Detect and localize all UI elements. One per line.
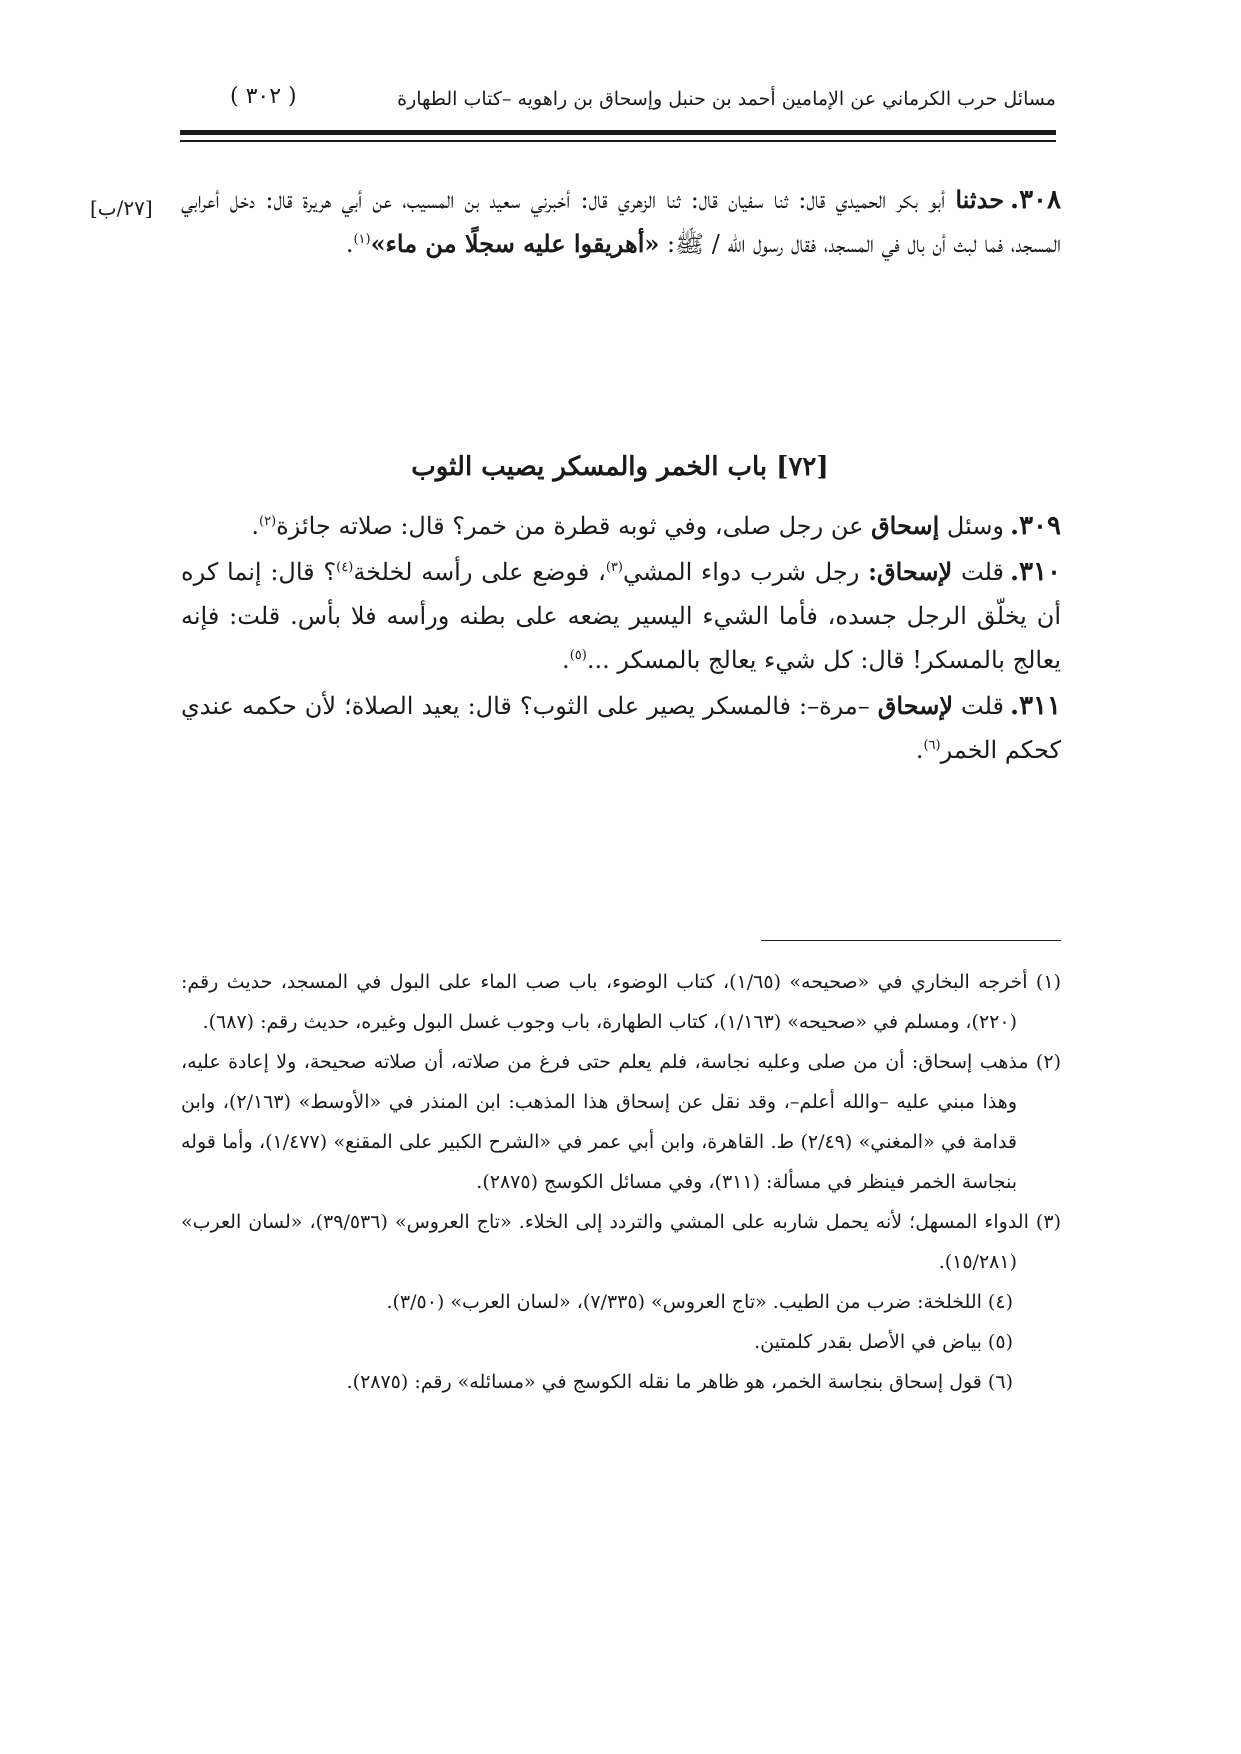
paragraph-number: ٣١١. — [1010, 691, 1061, 721]
paragraph-number: ٣١٠. — [1010, 557, 1061, 587]
paragraph-end: . — [251, 512, 260, 540]
paragraph-pre: وسئل — [946, 512, 1005, 540]
scholar-name: لإسحاق: — [868, 557, 953, 586]
paragraph-end: . — [562, 646, 570, 674]
section-heading: [٧٢] باب الخمر والمسكر يصيب الثوب — [411, 452, 829, 482]
header-rule-thin — [180, 140, 1056, 142]
footnote-ref: (٦) — [923, 738, 941, 753]
paragraph-text: عن رجل صلى، وفي ثوبه قطرة من خمر؟ قال: صلاته جائزة — [276, 512, 864, 540]
paragraph-end: . — [915, 736, 924, 764]
paragraph-text: رجل شرب دواء المشي — [622, 558, 860, 586]
header-rule-thick — [180, 130, 1056, 135]
paragraph-308 — [181, 178, 1061, 266]
lead-word: حدثنا — [955, 185, 1005, 214]
footnotes — [181, 962, 1061, 1402]
paragraph-number: ٣٠٨. — [1010, 185, 1061, 215]
paragraph-309 — [181, 504, 1061, 548]
paragraph-text: أبو بكر الحميدي قال: ثنا سفيان قال: ثنا الزهري قال: أخبرني سعيد بن المسيب، عن أبي هريرة قال: دخل أعرابي المسجد، فما لبث أن بال في المسجد، فقال رسول الله / ﷺ: — [181, 186, 1061, 258]
footnote-separator — [761, 940, 1061, 941]
page-number: ( ٣٠٢ ) — [230, 84, 297, 109]
footnote-ref: (١) — [353, 232, 371, 247]
footnote-ref: (٣) — [605, 560, 623, 575]
paragraph-pre: قلت — [961, 558, 1004, 586]
footnote-2: (٢) مذهب إسحاق: أن من صلى وعليه نجاسة، فلم يعلم حتى فرغ من صلاته، أن صلاته صحيحة، ولا إعادة عليه، وهذا مبني عليه –والله أعلم–، وقد نقل عن إسحاق هذا المذهب: ابن المنذر في «الأوسط» (٢/١٦٣)، وابن قدامة في «المغني» (٢/٤٩) ط. القاهرة، وابن أبي عمر في «الشرح الكبير على المقنع» (١/٤٧٧)، وأما قوله بنجاسة الخمر فينظر في مسألة: (٣١١)، وفي مسائل الكوسج (٢٨٧٥). — [181, 1051, 1061, 1193]
footnote-3: (٣) الدواء المسهل؛ لأنه يحمل شاربه على المشي والتردد إلى الخلاء. «تاج العروس» (٣٩/٥٣٦)، «لسان العرب» (١٥/٢٨١). — [181, 1211, 1061, 1273]
scholar-name: إسحاق — [871, 511, 940, 540]
paragraph-311 — [181, 684, 1061, 772]
footnote-6: (٦) قول إسحاق بنجاسة الخمر، هو ظاهر ما نقله الكوسج في «مسائله» رقم: (٢٨٧٥). — [346, 1371, 1013, 1393]
footnote-1: (١) أخرجه البخاري في «صحيحه» (١/٦٥)، كتاب الوضوء، باب صب الماء على البول في المسجد، حديث رقم: (٢٢٠)، ومسلم في «صحيحه» (١/١٦٣)، كتاب الطهارة، باب وجوب غسل البول وغيره، حديث رقم: (٦٨٧). — [181, 971, 1061, 1033]
paragraph-310 — [181, 550, 1061, 682]
paragraph-text: ؟ قال: إنما كره أن يخلّق الرجل جسده، فأما الشيء اليسير يضعه على بطنه ورأسه فلا بأس. قلت: فإنه يعالج بالمسكر! قال: كل شيء يعالج بالمسكر ... — [181, 558, 1062, 674]
margin-folio-note: [٢٧/ب] — [90, 196, 153, 220]
running-header — [180, 80, 1056, 124]
paragraph-number: ٣٠٩. — [1010, 511, 1061, 541]
paragraph-pre: قلت — [961, 692, 1005, 720]
scholar-name: لإسحاق — [877, 691, 954, 720]
paragraph-text: –مرة–: فالمسكر يصير على الثوب؟ قال: يعيد الصلاة؛ لأن حكمه عندي كحكم الخمر — [181, 692, 1061, 764]
paragraph-text: ، فوضع على رأسه لخلخة — [353, 558, 606, 586]
footnote-4: (٤) اللخلخة: ضرب من الطيب. «تاج العروس» (٧/٣٣٥)، «لسان العرب» (٣/٥٠). — [386, 1291, 1013, 1313]
header-title: مسائل حرب الكرماني عن الإمامين أحمد بن حنبل وإسحاق بن راهويه –كتاب الطهارة — [397, 88, 1056, 110]
footnote-ref: (٥) — [569, 648, 587, 663]
paragraph-end: . — [345, 230, 354, 258]
hadith-quote: «أهريقوا عليه سجلًا من ماء» — [370, 229, 660, 258]
footnote-ref: (٢) — [259, 514, 277, 529]
footnote-5: (٥) بياض في الأصل بقدر كلمتين. — [754, 1331, 1013, 1353]
footnote-ref: (٤) — [336, 560, 354, 575]
